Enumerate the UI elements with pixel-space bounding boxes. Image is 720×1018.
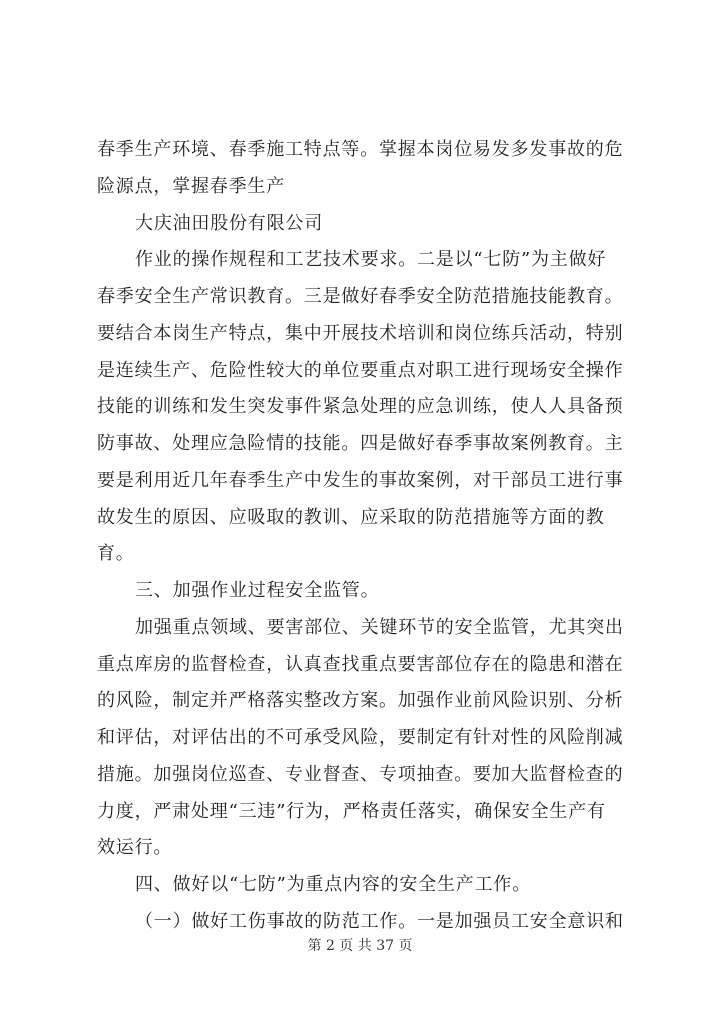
text-line: 措施。加强岗位巡查、专业督查、专项抽查。要加大监督检查的: [97, 763, 624, 785]
text-line: 效运行。: [97, 837, 173, 859]
text-line: 重点库房的监督检查，认真查找重点要害部位存在的隐患和潜在: [97, 653, 624, 675]
text-line: 三、加强作业过程安全监管。: [135, 580, 380, 601]
text-line: 故发生的原因、应吸取的教训、应采取的防范措施等方面的教育。: [97, 506, 605, 565]
document-body: [97, 132, 637, 941]
text-line: 大庆油田股份有限公司: [135, 212, 323, 234]
text-line: 防事故、处理应急险情的技能。四是做好春季事故案例教育。主: [97, 433, 624, 454]
page-number-footer: 第 2 页 共 37 页: [307, 938, 413, 954]
text-line: 要是利用近几年春季生产中发生的事故案例，对干部员工进行事: [97, 469, 624, 491]
text-line: 的风险，制定并严格落实整改方案。加强作业前风险识别、分析: [97, 690, 624, 712]
text-line: 力度，严肃处理“三违”行为，严格责任落实，确保安全生产有: [97, 800, 606, 822]
text-line: （一）做好工伤事故的防范工作。一是加强员工安全意识和: [135, 910, 624, 932]
text-line: 险源点，掌握春季生产: [97, 175, 285, 197]
text-line: 和评估，对评估出的不可承受风险，要制定有针对性的风险削减: [97, 727, 624, 748]
text-line: 要结合本岗生产特点，集中开展技术培训和岗位练兵活动，特别: [97, 322, 624, 344]
text-line: 加强重点领域、要害部位、关键环节的安全监管，尤其突出: [135, 616, 624, 638]
text-line: 技能的训练和发生突发事件紧急处理的应急训练，使人人具备预: [97, 396, 624, 418]
text-line: 是连续生产、危险性较大的单位要重点对职工进行现场安全操作: [97, 359, 624, 381]
text-line: 作业的操作规程和工艺技术要求。二是以“七防”为主做好: [135, 249, 607, 271]
text-line: 四、做好以“七防”为重点内容的安全生产工作。: [135, 874, 532, 895]
text-line: 春季安全生产常识教育。三是做好春季安全防范措施技能教育。: [97, 286, 624, 307]
text-line: 春季生产环境、春季施工特点等。掌握本岗位易发多发事故的危: [97, 139, 624, 160]
